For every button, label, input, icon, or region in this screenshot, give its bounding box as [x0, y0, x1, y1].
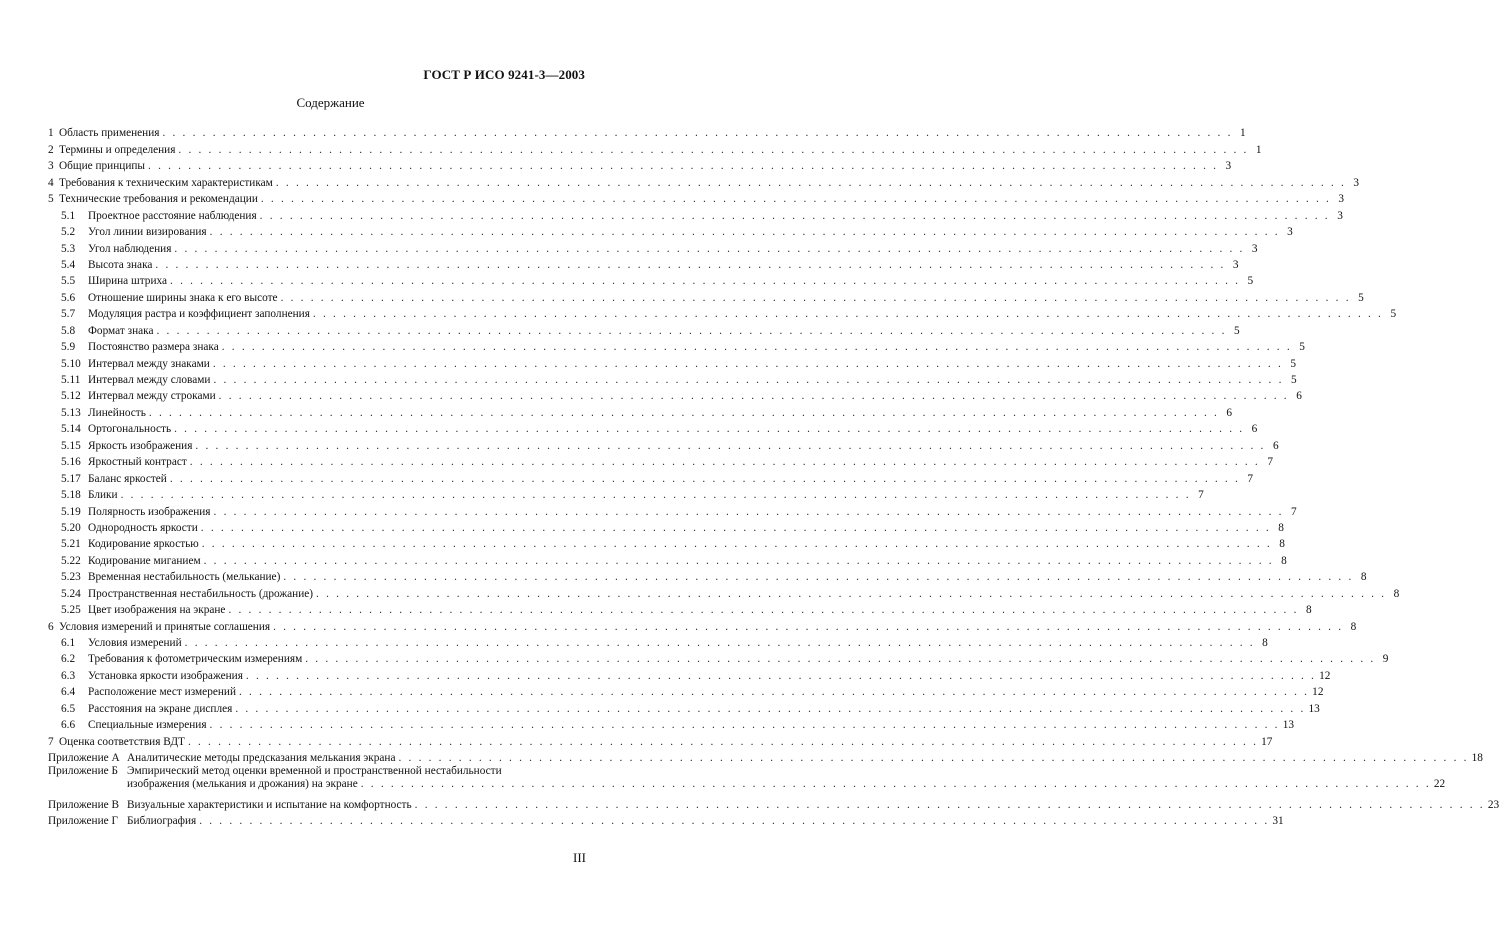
toc-leader-dots	[190, 456, 1260, 469]
toc-entry-page: 5	[1290, 374, 1297, 386]
toc-entry-number: 5.8	[61, 324, 76, 337]
toc-appendix-label: Приложение В	[48, 798, 119, 811]
toc-entry[interactable]	[48, 371, 1297, 387]
toc-entry-title: Расстояния на экране дисплея	[88, 702, 233, 715]
toc-entry-title: Цвет изображения на экране	[88, 604, 226, 617]
toc-entry-page: 9	[1382, 653, 1389, 666]
toc-leader-dots	[174, 423, 1244, 436]
toc-entry[interactable]	[48, 288, 1364, 304]
toc-entry[interactable]	[48, 699, 1320, 715]
toc-leader-dots	[174, 243, 1244, 256]
toc-entry[interactable]	[48, 272, 1254, 288]
toc-entry[interactable]	[48, 338, 1305, 354]
toc-entry-number: 5.9	[61, 341, 76, 354]
toc-entry-number: 5.17	[61, 472, 81, 485]
toc-leader-dots	[283, 571, 1353, 584]
toc-entry-title: Полярность изображения	[88, 505, 211, 518]
toc-entry-number: 5.13	[61, 406, 81, 419]
toc-leader-dots	[148, 160, 1218, 173]
toc-entry-title: Угол наблюдения	[88, 242, 172, 255]
toc-entry-title: Кодирование яркостью	[88, 538, 199, 551]
toc-appendix-entry[interactable]	[48, 765, 1446, 795]
toc-entry-page: 1	[1255, 143, 1262, 156]
toc-leader-dots	[204, 555, 1274, 568]
toc-entry-page: 5	[1233, 324, 1240, 337]
toc-entry-page: 8	[1278, 521, 1284, 534]
toc-entry-number: 5.6	[61, 291, 76, 304]
toc-leader-dots	[273, 621, 1343, 634]
toc-leader-dots	[228, 604, 1298, 617]
toc-leader-dots	[239, 686, 1309, 699]
toc-entry-number: 5.14	[61, 423, 81, 436]
toc-entry[interactable]	[48, 453, 1273, 469]
toc-entry-page: 3	[1338, 193, 1345, 206]
toc-entry-title: Яркость изображения	[88, 439, 193, 452]
toc-appendix-title-line1: Эмпирический метод оценки временной и пространственной нестабильности	[127, 765, 502, 778]
toc-entry-title: Пространственная нестабильность (дрожание)	[88, 587, 314, 600]
toc-entry-page: 8	[1350, 620, 1357, 633]
toc-entry[interactable]	[48, 190, 1345, 206]
toc-leader-dots	[170, 275, 1240, 288]
toc-entry-title: Оценка соответствия ВДТ	[59, 735, 185, 748]
toc-appendix-title: Аналитические методы предсказания мелькания экрана	[127, 752, 396, 765]
toc-leader-dots	[235, 703, 1305, 716]
toc-leader-dots	[199, 815, 1269, 828]
toc-entry-number: 5.10	[61, 357, 81, 370]
toc-entry-page: 12	[1312, 686, 1324, 699]
toc-leader-dots	[261, 193, 1331, 206]
toc-entry-title: Модуляция растра и коэффициент заполнения	[88, 308, 310, 321]
toc-entry-page: 1	[1239, 127, 1246, 140]
toc-leader-dots	[260, 210, 1330, 223]
toc-leader-dots	[188, 736, 1258, 749]
toc-entry-page: 7	[1198, 489, 1204, 502]
toc-leader-dots	[121, 489, 1191, 502]
toc-entry-page: 6	[1226, 406, 1233, 419]
toc-entry-page: 5	[1299, 341, 1305, 354]
toc-appendix-label: Приложение А	[48, 752, 120, 765]
toc-entry-page: 6	[1272, 439, 1279, 452]
toc-entry-page: 5	[1390, 308, 1397, 321]
toc-entry-number: 7	[48, 735, 54, 748]
toc-entry-title: Установка яркости изображения	[88, 669, 243, 682]
toc-entry-number: 5	[48, 193, 54, 206]
toc-entry-number: 6.4	[61, 686, 76, 699]
toc-entry-title: Требования к фотометрическим измерениям	[88, 653, 303, 666]
toc-entry-title: Термины и определения	[59, 143, 176, 156]
toc-entry-number: 5.18	[61, 489, 81, 502]
standard-header: ГОСТ Р ИСО 9241-3—2003	[423, 67, 585, 82]
toc-entry-page: 3	[1287, 226, 1293, 239]
toc-entry[interactable]	[48, 716, 1294, 732]
toc-appendix-page: 18	[1471, 752, 1483, 765]
toc-entry-title: Баланс яркостей	[88, 472, 167, 485]
toc-appendix-text-block	[127, 765, 1446, 791]
toc-entry-title: Линейность	[88, 406, 146, 419]
toc-entry[interactable]	[48, 650, 1389, 666]
toc-entry-number: 6.3	[61, 669, 76, 682]
toc-appendix-title-line2: изображения (мелькания и дрожания) на экране	[127, 778, 358, 791]
toc-entry-number: 2	[48, 143, 54, 156]
toc-leader-dots	[246, 670, 1316, 683]
toc-entry-title: Требования к техническим характеристикам	[59, 176, 273, 189]
toc-entry[interactable]	[48, 519, 1284, 535]
toc-entry-title: Проектное расстояние наблюдения	[88, 209, 257, 222]
toc-entry-number: 5.22	[61, 554, 81, 567]
toc-leader-dots	[149, 407, 1219, 420]
toc-entry-page: 3	[1232, 258, 1239, 271]
toc-entry[interactable]	[48, 568, 1367, 584]
toc-entry[interactable]	[48, 354, 1296, 370]
toc-leader-dots	[156, 325, 1226, 338]
toc-leader-dots	[178, 144, 1248, 157]
toc-entry[interactable]	[48, 387, 1302, 403]
toc-entry-title: Ширина штриха	[88, 275, 168, 288]
toc-entry-title: Временная нестабильность (мелькание)	[88, 571, 281, 584]
toc-entry[interactable]	[48, 732, 1273, 748]
toc-entry[interactable]	[48, 502, 1297, 518]
toc-appendix-page: 31	[1272, 814, 1284, 827]
toc-entry-page: 12	[1319, 669, 1331, 682]
toc-entry-title: Блики	[88, 489, 118, 502]
toc-entry[interactable]	[48, 634, 1268, 650]
toc-appendix-label: Приложение Б	[48, 765, 118, 778]
toc-leader-dots	[170, 473, 1240, 486]
toc-entry-page: 13	[1282, 719, 1294, 732]
toc-entry[interactable]	[48, 551, 1287, 567]
toc-entry-page: 8	[1279, 538, 1285, 551]
toc-appendix-page: 23	[1487, 798, 1499, 811]
toc-entry[interactable]	[48, 486, 1204, 502]
toc-leader-dots	[281, 292, 1351, 305]
toc-entry-number: 5.16	[61, 456, 81, 469]
toc-entry-page: 8	[1262, 637, 1268, 649]
toc-entry-title: Высота знака	[88, 258, 153, 271]
toc-entry-page: 3	[1353, 176, 1360, 189]
toc-appendix-title: Библиография	[127, 814, 197, 827]
toc-entry-page: 8	[1305, 604, 1312, 617]
toc-entry-number: 6.2	[61, 653, 76, 666]
toc-appendix-page: 22	[1433, 778, 1446, 791]
toc-leader-dots	[213, 374, 1283, 387]
toc-entry-title: Постоянство размера знака	[88, 341, 219, 354]
toc-entry-page: 6	[1251, 423, 1258, 436]
toc-entry-page: 3	[1225, 160, 1232, 173]
toc-entry[interactable]	[48, 666, 1331, 682]
toc-entry[interactable]	[48, 140, 1262, 156]
toc-leader-dots	[210, 719, 1280, 732]
toc-entry-page: 3	[1337, 209, 1343, 222]
toc-entry-title: Кодирование миганием	[88, 554, 201, 567]
toc-entry[interactable]	[48, 305, 1397, 321]
toc-appendix-label: Приложение Г	[48, 814, 118, 827]
toc-leader-dots	[155, 259, 1225, 272]
toc-leader-dots	[195, 440, 1265, 453]
toc-entry-page: 6	[1296, 390, 1302, 403]
toc-leader-dots	[219, 390, 1289, 403]
toc-entry-page: 8	[1281, 554, 1287, 567]
page-number: III	[573, 850, 586, 865]
toc-entry-number: 5.1	[61, 209, 76, 222]
toc-appendix-entry[interactable]	[48, 749, 1483, 765]
toc-entry-page: 5	[1358, 291, 1364, 304]
toc-entry-number: 5.2	[61, 226, 76, 239]
toc-entry-title: Однородность яркости	[88, 521, 198, 534]
toc-entry-number: 5.25	[61, 604, 81, 617]
table-of-contents	[48, 124, 1499, 828]
toc-entry[interactable]	[48, 535, 1285, 551]
toc-entry[interactable]	[48, 584, 1400, 600]
toc-entry-title: Условия измерений и принятые соглашения	[59, 620, 271, 633]
toc-entry-title: Область применения	[59, 127, 160, 140]
toc-entry-title: Угол линии визирования	[88, 226, 207, 239]
toc-leader-dots	[316, 588, 1386, 601]
toc-leader-dots	[201, 522, 1271, 535]
toc-title: Содержание	[296, 95, 365, 110]
toc-entry-number: 5.15	[61, 439, 81, 452]
toc-entry-page: 7	[1247, 472, 1254, 485]
toc-entry-title: Специальные измерения	[88, 719, 207, 732]
toc-entry-number: 5.4	[61, 258, 76, 271]
toc-appendix-title: Визуальные характеристики и испытание на комфортность	[127, 798, 412, 811]
toc-leader-dots	[222, 341, 1292, 354]
toc-entry-number: 6.5	[61, 702, 76, 715]
toc-leader-dots	[361, 778, 1431, 791]
toc-entry-number: 5.19	[61, 505, 81, 518]
toc-appendix-entry[interactable]	[48, 795, 1499, 811]
toc-entry-title: Условия измерений	[88, 637, 182, 649]
toc-appendix-line2	[127, 778, 1446, 791]
toc-entry-title: Общие принципы	[59, 160, 146, 173]
toc-entry[interactable]	[48, 469, 1254, 485]
toc-entry-number: 6.1	[61, 637, 76, 649]
toc-leader-dots	[162, 127, 1232, 140]
toc-entry[interactable]	[48, 239, 1258, 255]
toc-leader-dots	[202, 538, 1272, 551]
toc-leader-dots	[213, 358, 1283, 371]
toc-entry-page: 3	[1251, 242, 1258, 255]
toc-entry-page: 8	[1393, 587, 1400, 600]
toc-leader-dots	[398, 752, 1468, 765]
toc-entry[interactable]	[48, 601, 1312, 617]
toc-entry[interactable]	[48, 157, 1232, 173]
toc-entry-title: Интервал между знаками	[88, 357, 210, 370]
toc-entry-number: 5.7	[61, 308, 76, 321]
toc-entry-number: 3	[48, 160, 54, 173]
toc-entry-title: Интервал между словами	[88, 374, 211, 386]
toc-entry-number: 5.21	[61, 538, 81, 551]
toc-leader-dots	[185, 637, 1255, 650]
toc-entry-page: 17	[1261, 735, 1273, 748]
toc-entry[interactable]	[48, 321, 1240, 337]
toc-entry[interactable]	[48, 223, 1293, 239]
toc-entry[interactable]	[48, 403, 1233, 419]
toc-entry-title: Ортогональность	[88, 423, 172, 436]
toc-entry[interactable]	[48, 617, 1357, 633]
toc-entry[interactable]	[48, 173, 1360, 189]
toc-entry-page: 13	[1308, 702, 1320, 715]
toc-entry-number: 5.20	[61, 521, 81, 534]
toc-entry-title: Отношение ширины знака к его высоте	[88, 291, 278, 304]
toc-appendix-entry[interactable]	[48, 812, 1284, 828]
toc-entry-number: 6	[48, 620, 54, 633]
toc-entry-page: 7	[1291, 505, 1297, 518]
toc-entry-number: 5.23	[61, 571, 81, 584]
toc-entry-page: 5	[1247, 275, 1254, 288]
toc-entry[interactable]	[48, 206, 1343, 222]
toc-entry-title: Интервал между строками	[88, 390, 216, 403]
toc-leader-dots	[276, 177, 1346, 190]
toc-entry[interactable]	[48, 124, 1246, 140]
toc-entry-number: 5.5	[61, 275, 76, 288]
toc-entry-page: 5	[1290, 357, 1296, 370]
toc-entry[interactable]	[48, 256, 1239, 272]
toc-entry-number: 5.11	[61, 374, 81, 386]
toc-leader-dots	[415, 799, 1485, 812]
toc-leader-dots	[214, 506, 1284, 519]
toc-entry[interactable]	[48, 683, 1324, 699]
toc-leader-dots	[313, 308, 1383, 321]
toc-entry-number: 5.3	[61, 242, 76, 255]
toc-entry-number: 5.12	[61, 390, 81, 403]
toc-leader-dots	[305, 653, 1375, 666]
toc-entry[interactable]	[48, 436, 1279, 452]
toc-entry-page: 8	[1360, 571, 1367, 584]
toc-entry-title: Расположение мест измерений	[88, 686, 236, 699]
toc-entry-number: 1	[48, 127, 54, 140]
toc-entry-number: 6.6	[61, 719, 76, 732]
toc-entry-title: Яркостный контраст	[88, 456, 187, 469]
toc-entry-number: 4	[48, 176, 54, 189]
toc-entry[interactable]	[48, 420, 1258, 436]
toc-leader-dots	[210, 226, 1280, 239]
toc-entry-title: Формат знака	[88, 324, 154, 337]
toc-entry-page: 7	[1267, 456, 1273, 469]
toc-entry-number: 5.24	[61, 587, 81, 600]
toc-entry-title: Технические требования и рекомендации	[59, 193, 258, 206]
